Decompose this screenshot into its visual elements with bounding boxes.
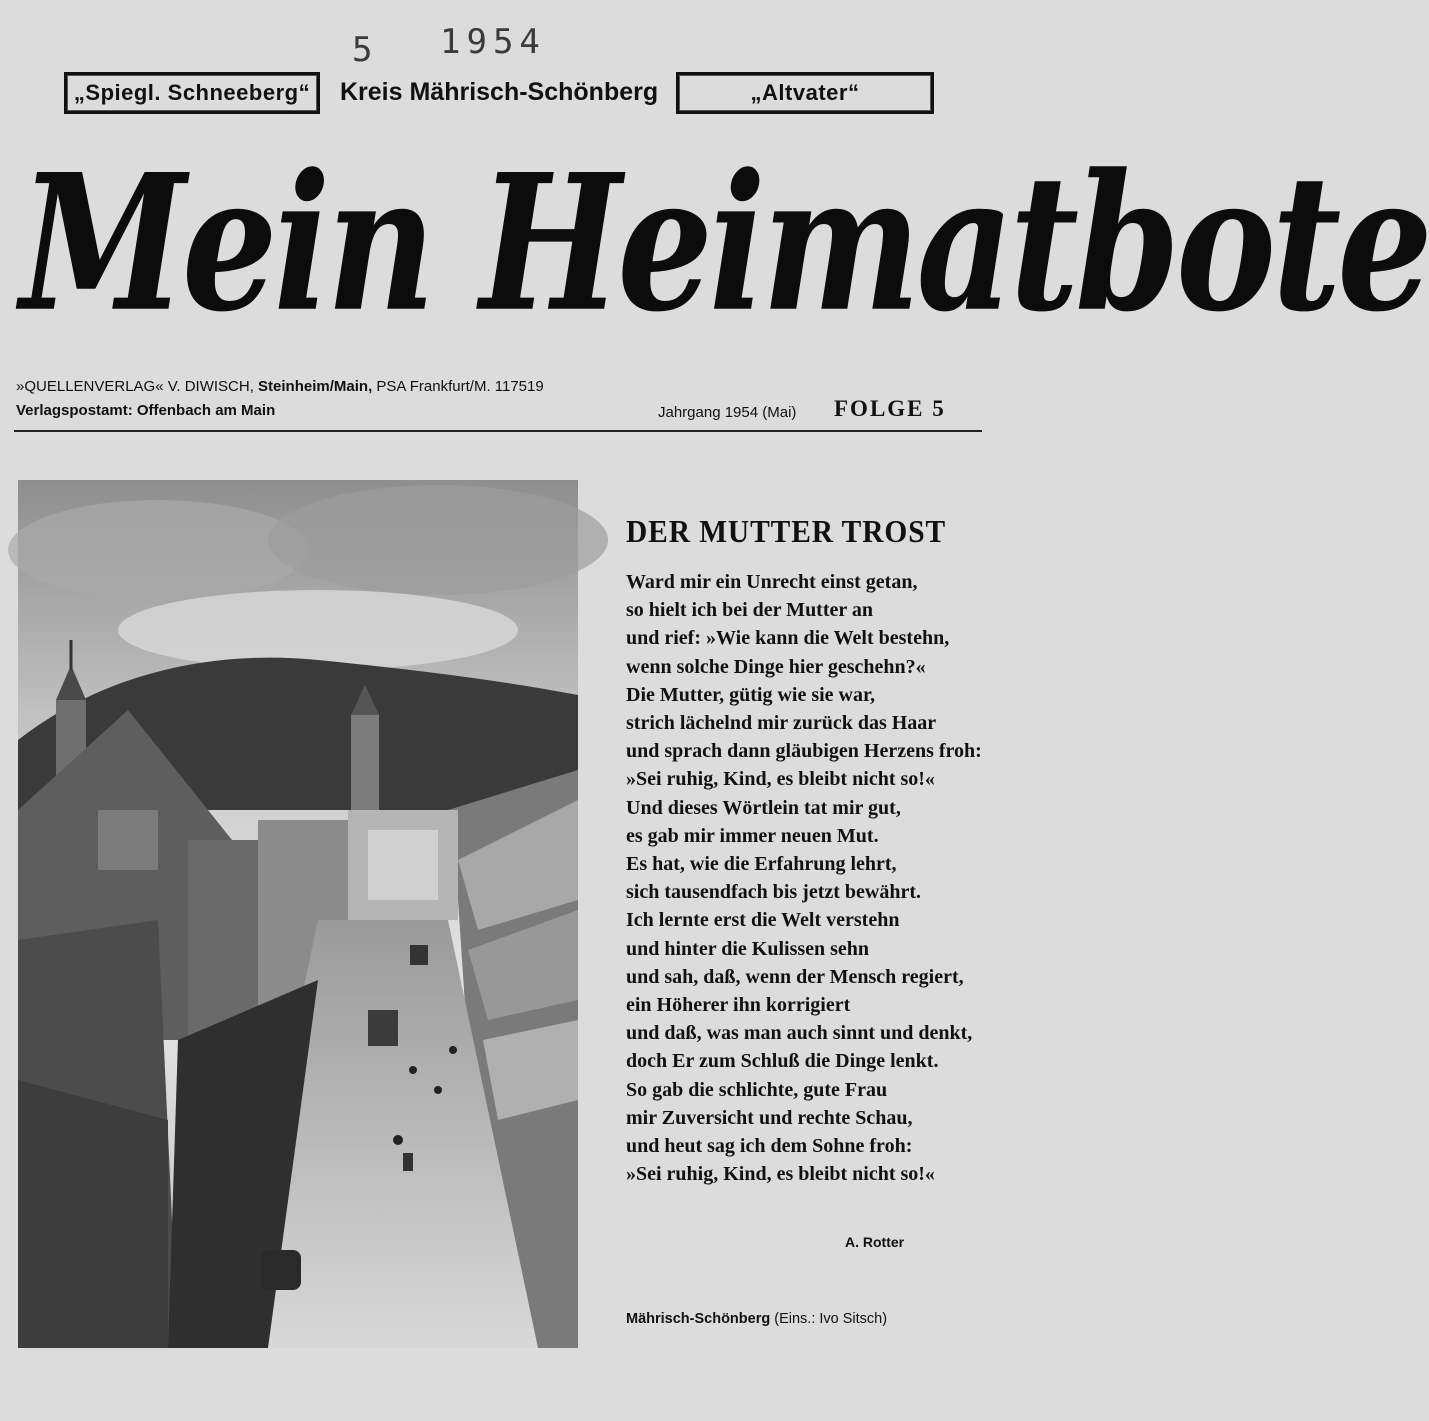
poem-line: »Sei ruhig, Kind, es bleibt nicht so!« xyxy=(626,768,935,791)
volume-info: Jahrgang 1954 (Mai) xyxy=(658,404,797,421)
poem-line: und heut sag ich dem Sohne froh: xyxy=(626,1135,913,1158)
poem-line: So gab die schlichte, gute Frau xyxy=(626,1078,888,1101)
right-header-label: „Altvater“ xyxy=(750,80,860,105)
district-label: Kreis Mährisch-Schönberg xyxy=(340,78,659,106)
poem-line: und sprach dann gläubigen Herzens froh: xyxy=(626,740,982,763)
poem-line: und sah, daß, wenn der Mensch regiert, xyxy=(626,965,964,988)
poem-line: es gab mir immer neuen Mut. xyxy=(626,824,879,847)
poem-title: DER MUTTER TROST xyxy=(626,513,947,549)
handwritten-year: 1954 xyxy=(440,22,546,62)
poem-line: Es hat, wie die Erfahrung lehrt, xyxy=(626,853,897,876)
poem-line: strich lächelnd mir zurück das Haar xyxy=(626,712,937,735)
poem-body xyxy=(626,568,982,1188)
caption-credit: (Eins.: Ivo Sitsch) xyxy=(774,1311,888,1327)
poem-line: so hielt ich bei der Mutter an xyxy=(626,599,874,622)
poem-line: wenn solche Dinge hier geschehn?« xyxy=(626,655,926,678)
publisher-name: »QUELLENVERLAG« V. DIWISCH, xyxy=(16,378,254,395)
poem-line: sich tausendfach bis jetzt bewährt. xyxy=(626,881,921,904)
header-rule xyxy=(14,430,982,432)
left-header-box xyxy=(64,72,320,114)
poem-line: und hinter die Kulissen sehn xyxy=(626,937,870,960)
poem-line: Und dieses Wörtlein tat mir gut, xyxy=(626,796,901,819)
publisher-city: Steinheim/Main, xyxy=(258,378,373,395)
masthead-title: Mein Heimatbote xyxy=(20,133,1429,354)
post-office-line xyxy=(16,402,275,419)
issue-number: FOLGE 5 xyxy=(834,396,946,421)
poem-line: Ich lernte erst die Welt verstehn xyxy=(626,909,900,932)
poem-line: ein Höherer ihn korrigiert xyxy=(626,994,851,1017)
publisher-psa: PSA Frankfurt/M. 117519 xyxy=(376,378,544,395)
poem-line: und daß, was man auch sinnt und denkt, xyxy=(626,1022,973,1045)
poem-author: A. Rotter xyxy=(845,1234,905,1250)
post-office: Verlagspostamt: Offenbach am Main xyxy=(16,402,276,419)
left-header-label: „Spiegl. Schneeberg“ xyxy=(73,80,311,105)
caption-place: Mährisch-Schönberg xyxy=(626,1311,771,1327)
poem-line: und rief: »Wie kann die Welt bestehn, xyxy=(626,627,950,650)
publisher-line xyxy=(16,378,544,395)
poem-line: doch Er zum Schluß die Dinge lenkt. xyxy=(626,1050,939,1073)
handwritten-issue-number: 5 xyxy=(352,30,379,70)
town-street-photo xyxy=(18,480,578,1348)
poem-line: Die Mutter, gütig wie sie war, xyxy=(626,683,876,706)
right-header-box xyxy=(676,72,934,114)
poem-line: mir Zuversicht und rechte Schau, xyxy=(626,1106,913,1129)
poem-line: »Sei ruhig, Kind, es bleibt nicht so!« xyxy=(626,1163,935,1186)
poem-line: Ward mir ein Unrecht einst getan, xyxy=(626,571,918,593)
photo-caption xyxy=(626,1311,887,1327)
town-street-photo-image xyxy=(18,480,578,1348)
